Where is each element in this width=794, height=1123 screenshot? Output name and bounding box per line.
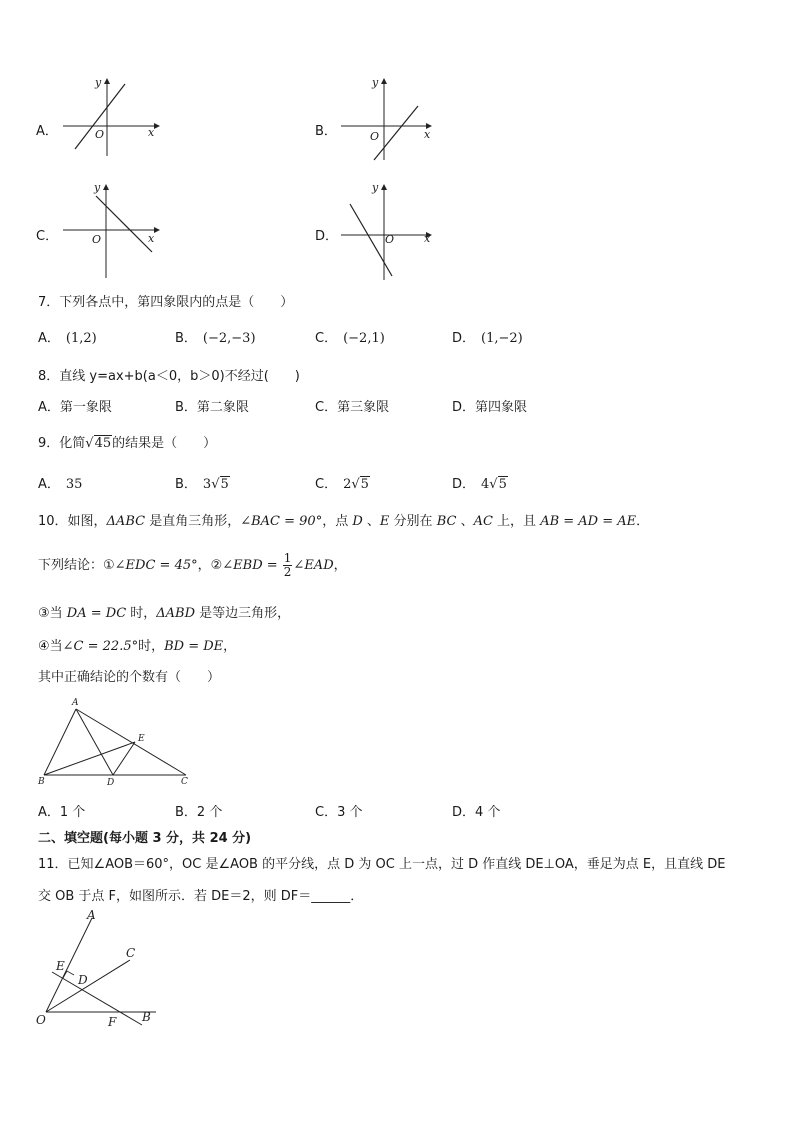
q10-label-b: B bbox=[38, 777, 45, 787]
q6-a-x-label: x bbox=[148, 126, 155, 139]
q10-line4: ④当∠C = 22.5°时，BD = DE， bbox=[38, 639, 237, 654]
q11-label-o: O bbox=[36, 1013, 46, 1027]
q6-option-d-graph bbox=[336, 180, 446, 280]
q9-sqrt: √45 bbox=[85, 436, 112, 451]
q7-stem: 7．下列各点中，第四象限内的点是（ ） bbox=[38, 295, 294, 310]
q6-option-b-graph bbox=[336, 76, 446, 166]
q10-line1: 10．如图，ΔABC 是直角三角形，∠BAC = 90°，点 D 、E 分别在 BC 、AC 上，且 AB = AD = AE． bbox=[38, 514, 650, 529]
q6-option-c-letter: C． bbox=[36, 229, 59, 244]
q6-c-x-label: x bbox=[148, 232, 155, 245]
q11-label-b: B bbox=[142, 1010, 151, 1024]
q6-d-x-label: x bbox=[424, 232, 431, 245]
q11-label-f: F bbox=[108, 1015, 117, 1029]
q10-line5: 其中正确结论的个数有（ ） bbox=[38, 670, 221, 685]
q6-option-c-graph bbox=[58, 180, 168, 280]
q6-a-y-label: y bbox=[95, 76, 102, 89]
q10-label-d: D bbox=[107, 778, 115, 788]
q6-d-y-label: y bbox=[372, 181, 379, 194]
q8-option-b: B．第二象限 bbox=[175, 400, 249, 415]
q10-line2: 下列结论：①∠EDC = 45°，②∠EBD = $\frac{1}{2}$ ∠EAD， bbox=[38, 551, 347, 579]
q9-option-d: D． 4√5 bbox=[452, 477, 507, 492]
q10-option-d: D．4 个 bbox=[452, 805, 501, 820]
q10-option-b: B．2 个 bbox=[175, 805, 223, 820]
q9-option-a: A． 35 bbox=[38, 477, 83, 492]
q8-option-c: C．第三象限 bbox=[315, 400, 390, 415]
q6-c-origin-label: O bbox=[92, 233, 102, 246]
q11-label-e: E bbox=[56, 959, 65, 973]
q7-option-c: C． (−2,1) bbox=[315, 331, 385, 346]
section-heading: 二、填空题(每小题 3 分，共 24 分) bbox=[38, 831, 252, 846]
q8-stem: 8．直线 y=ax+b(a＜0，b＞0)不经过( ) bbox=[38, 369, 300, 384]
q10-line3: ③当 DA = DC 时，ΔABD 是等边三角形， bbox=[38, 606, 291, 621]
q10-label-e: E bbox=[138, 734, 145, 744]
q11-figure bbox=[30, 904, 160, 1029]
q11-line2: 交 OB 于点 F，如图所示．若 DE＝2，则 DF＝______． bbox=[38, 889, 364, 904]
q11-label-c: C bbox=[126, 946, 136, 960]
q10-figure bbox=[34, 696, 194, 788]
q11-line1: 11．已知∠AOB＝60°，OC 是∠AOB 的平分线，点 D 为 OC 上一点，过 D 作直线 DE⊥OA，垂足为点 E，且直线 DE bbox=[38, 857, 726, 872]
q6-b-x-label: x bbox=[424, 128, 431, 141]
q11-label-a: A bbox=[87, 908, 96, 922]
q8-option-d: D．第四象限 bbox=[452, 400, 528, 415]
q11-label-d: D bbox=[78, 973, 88, 987]
q7-option-b: B． (−2,−3) bbox=[175, 331, 256, 346]
q9-option-c: C． 2√5 bbox=[315, 477, 369, 492]
q10-label-a: A bbox=[72, 698, 79, 708]
q6-option-b-letter: B． bbox=[315, 124, 337, 139]
q6-option-a-letter: A． bbox=[36, 124, 58, 139]
q7-option-d: D． (1,−2) bbox=[452, 331, 523, 346]
q6-d-origin-label: O bbox=[385, 233, 395, 246]
q9-stem: 9．化简√45的结果是（ ） bbox=[38, 436, 217, 451]
q6-b-y-label: y bbox=[372, 76, 379, 89]
q9-option-b: B． 3√5 bbox=[175, 477, 229, 492]
q6-a-origin-label: O bbox=[95, 128, 105, 141]
q8-option-a: A．第一象限 bbox=[38, 400, 112, 415]
q6-option-a-graph bbox=[58, 76, 168, 156]
q6-option-d-letter: D． bbox=[315, 229, 339, 244]
q7-option-a: A． (1,2) bbox=[38, 331, 97, 346]
q6-b-origin-label: O bbox=[370, 130, 380, 143]
q10-option-c: C．3 个 bbox=[315, 805, 363, 820]
q10-fraction: $\frac{1}{2}$ bbox=[283, 551, 292, 579]
q6-c-y-label: y bbox=[94, 181, 101, 194]
q10-option-a: A．1 个 bbox=[38, 805, 86, 820]
q10-label-c: C bbox=[181, 777, 188, 787]
